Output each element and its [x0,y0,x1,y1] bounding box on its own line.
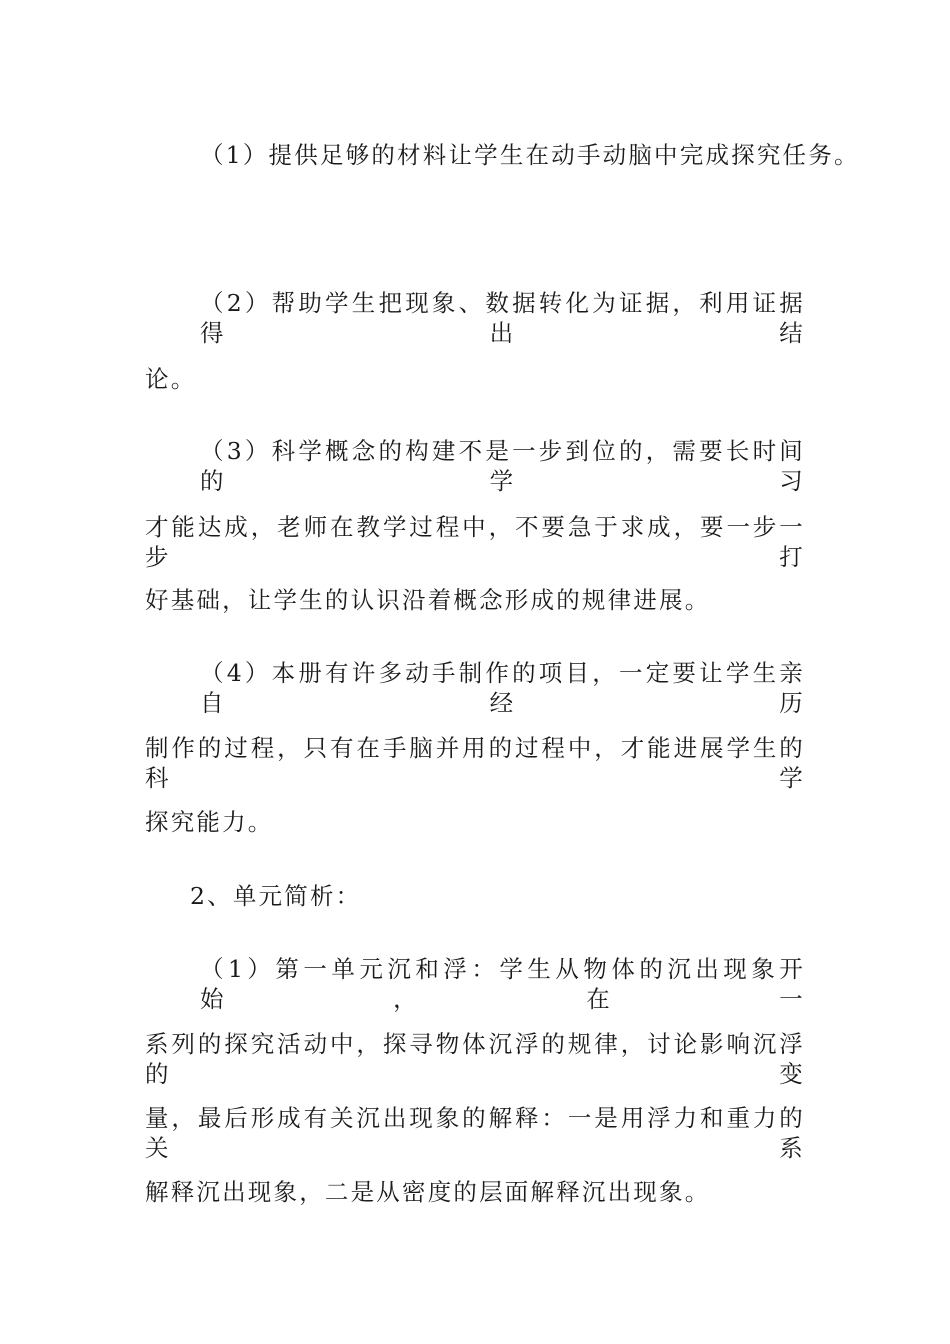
paragraph-3-line-2: 才能达成，老师在教学过程中，不要急于求成，要一步一步打 [145,513,805,571]
paragraph-4-line-2: 制作的过程，只有在手脑并用的过程中，才能进展学生的科学 [145,734,805,792]
paragraph-5-line-3: 量，最后形成有关沉出现象的解释：一是用浮力和重力的关系 [145,1104,805,1162]
section-heading: 2、单元简析： [190,882,362,910]
paragraph-5-line-4: 解释沉出现象，二是从密度的层面解释沉出现象。 [145,1178,711,1206]
paragraph-5-line-2: 系列的探究活动中，探寻物体沉浮的规律，讨论影响沉浮的变 [145,1030,805,1088]
paragraph-4-line-3: 探究能力。 [145,808,274,836]
paragraph-1-line-1: （1）提供足够的材料让学生在动手动脑中完成探究任务。 [200,141,860,169]
paragraph-4-line-1: （4）本册有许多动手制作的项目，一定要让学生亲自经历 [200,659,805,717]
paragraph-3-line-3: 好基础，让学生的认识沿着概念形成的规律进展。 [145,586,711,614]
paragraph-2-line-1: （2）帮助学生把现象、数据转化为证据，利用证据得出结 [200,289,805,347]
paragraph-3-line-1: （3）科学概念的构建不是一步到位的，需要长时间的学习 [200,437,805,495]
paragraph-5-line-1: （1）第一单元沉和浮：学生从物体的沉出现象开始，在一 [200,955,805,1013]
paragraph-2-line-2: 论。 [145,365,197,393]
